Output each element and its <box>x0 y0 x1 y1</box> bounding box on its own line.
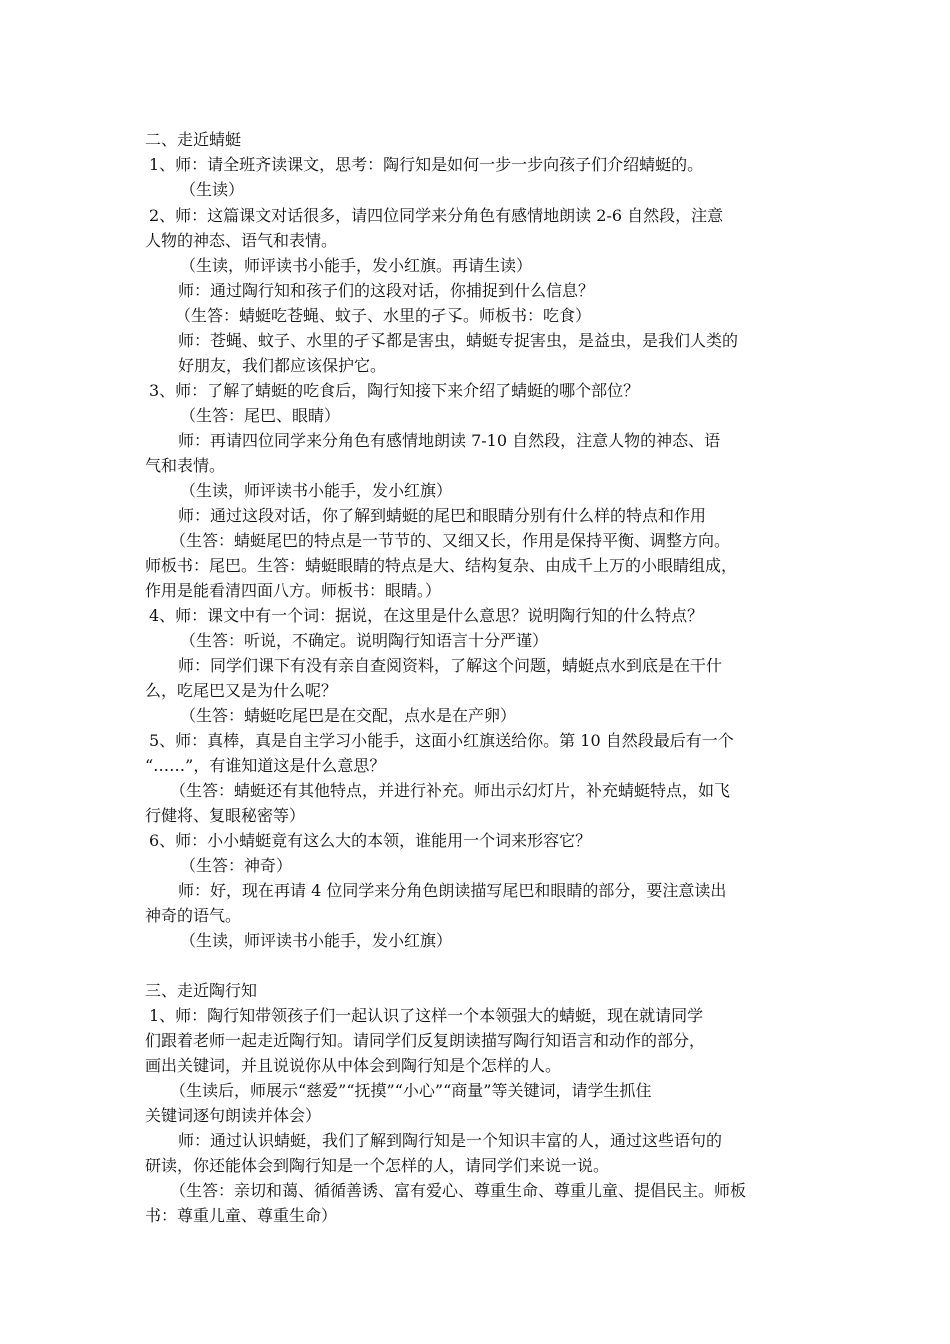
paragraph-line: （生答：蜻蜓还有其他特点，并进行补充。师出示幻灯片，补充蜻蜓特点，如飞 <box>170 781 731 800</box>
paragraph-line: 画出关键词，并且说说你从中体会到陶行知是个怎样的人。 <box>145 1056 562 1075</box>
paragraph-line: 好朋友，我们都应该保护它。 <box>178 356 387 375</box>
section-heading: 二、走近蜻蜓 <box>145 130 242 149</box>
paragraph-line: （生答：尾巴、眼睛） <box>180 406 341 425</box>
paragraph-line: （生读，师评读书小能手，发小红旗。再请生读） <box>180 256 533 275</box>
paragraph-line: 行健将、复眼秘密等） <box>145 806 306 825</box>
paragraph-line: （生读，师评读书小能手，发小红旗） <box>180 931 453 950</box>
paragraph-line: “……”，有谁知道这是什么意思？ <box>145 756 386 775</box>
paragraph-line: （生答：神奇） <box>180 856 293 875</box>
paragraph-line: （生答：亲切和蔼、循循善诱、富有爱心、尊重生命、尊重儿童、提倡民主。师板 <box>170 1181 747 1200</box>
paragraph-line: 3、师：了解了蜻蜓的吃食后，陶行知接下来介绍了蜻蜓的哪个部位？ <box>149 381 640 400</box>
paragraph-line: 2、师：这篇课文对话很多，请四位同学来分角色有感情地朗读 2-6 自然段，注意 <box>149 206 724 225</box>
paragraph-line: 研读，你还能体会到陶行知是一个怎样的人，请同学们来说一说。 <box>145 1156 610 1175</box>
paragraph-line: 么，吃尾巴又是为什么呢？ <box>145 681 338 700</box>
paragraph-line: 师：通过陶行知和孩子们的这段对话，你捕捉到什么信息？ <box>178 281 595 300</box>
paragraph-line: （生答：蜻蜓吃苍蝇、蚊子、水里的孑孓。师板书：吃食） <box>175 306 592 325</box>
paragraph-line: 师：好，现在再请 4 位同学来分角色朗读描写尾巴和眼睛的部分，要注意读出 <box>178 881 727 900</box>
paragraph-line: 神奇的语气。 <box>145 906 242 925</box>
paragraph-line: 师板书：尾巴。生答：蜻蜓眼睛的特点是大、结构复杂、由成千上万的小眼睛组成， <box>145 556 738 575</box>
paragraph-line: 气和表情。 <box>145 456 226 475</box>
paragraph-line: 师：同学们课下有没有亲自查阅资料，了解这个问题，蜻蜓点水到底是在干什 <box>178 656 723 675</box>
paragraph-line: 师：通过认识蜻蜓，我们了解到陶行知是一个知识丰富的人，通过这些语句的 <box>178 1131 723 1150</box>
paragraph-line: 师：再请四位同学来分角色有感情地朗读 7-10 自然段，注意人物的神态、语 <box>178 431 721 450</box>
paragraph-line: 书：尊重儿童、尊重生命） <box>145 1206 338 1225</box>
paragraph-line: （生答：蜻蜓吃尾巴是在交配，点水是在产卵） <box>180 706 517 725</box>
paragraph-line: 6、师：小小蜻蜓竟有这么大的本领，谁能用一个词来形容它？ <box>149 831 592 850</box>
paragraph-line: （生读，师评读书小能手，发小红旗） <box>180 481 453 500</box>
paragraph-line: 1、师：陶行知带领孩子们一起认识了这样一个本领强大的蜻蜓，现在就请同学 <box>149 1006 704 1025</box>
paragraph-line: （生答：听说，不确定。说明陶行知语言十分严谨） <box>180 631 549 650</box>
paragraph-line: 师：苍蝇、蚊子、水里的孑孓都是害虫，蜻蜓专捉害虫，是益虫，是我们人类的 <box>178 331 739 350</box>
paragraph-line: 作用是能看清四面八方。师板书：眼睛。） <box>145 581 442 600</box>
paragraph-line: （生读后，师展示“慈爱”“抚摸”“小心”“商量”等关键词，请学生抓住 <box>170 1081 652 1100</box>
paragraph-line: 师：通过这段对话，你了解到蜻蜓的尾巴和眼睛分别有什么样的特点和作用 <box>178 506 707 525</box>
paragraph-line: 5、师：真棒，真是自主学习小能手，这面小红旗送给你。第 10 自然段最后有一个 <box>149 731 734 750</box>
section-heading: 三、走近陶行知 <box>145 981 258 1000</box>
paragraph-line: （生答：蜻蜓尾巴的特点是一节节的、又细又长，作用是保持平衡、调整方向。 <box>170 531 731 550</box>
paragraph-line: 人物的神态、语气和表情。 <box>145 231 338 250</box>
paragraph-line: （生读） <box>180 180 245 199</box>
paragraph-line: 关键词逐句朗读并体会） <box>145 1106 322 1125</box>
paragraph-line: 1、师：请全班齐读课文，思考：陶行知是如何一步一步向孩子们介绍蜻蜓的。 <box>149 155 704 174</box>
paragraph-line: 4、师：课文中有一个词：据说，在这里是什么意思？说明陶行知的什么特点？ <box>149 606 704 625</box>
paragraph-line: 们跟着老师一起走近陶行知。请同学们反复朗读描写陶行知语言和动作的部分， <box>145 1031 706 1050</box>
